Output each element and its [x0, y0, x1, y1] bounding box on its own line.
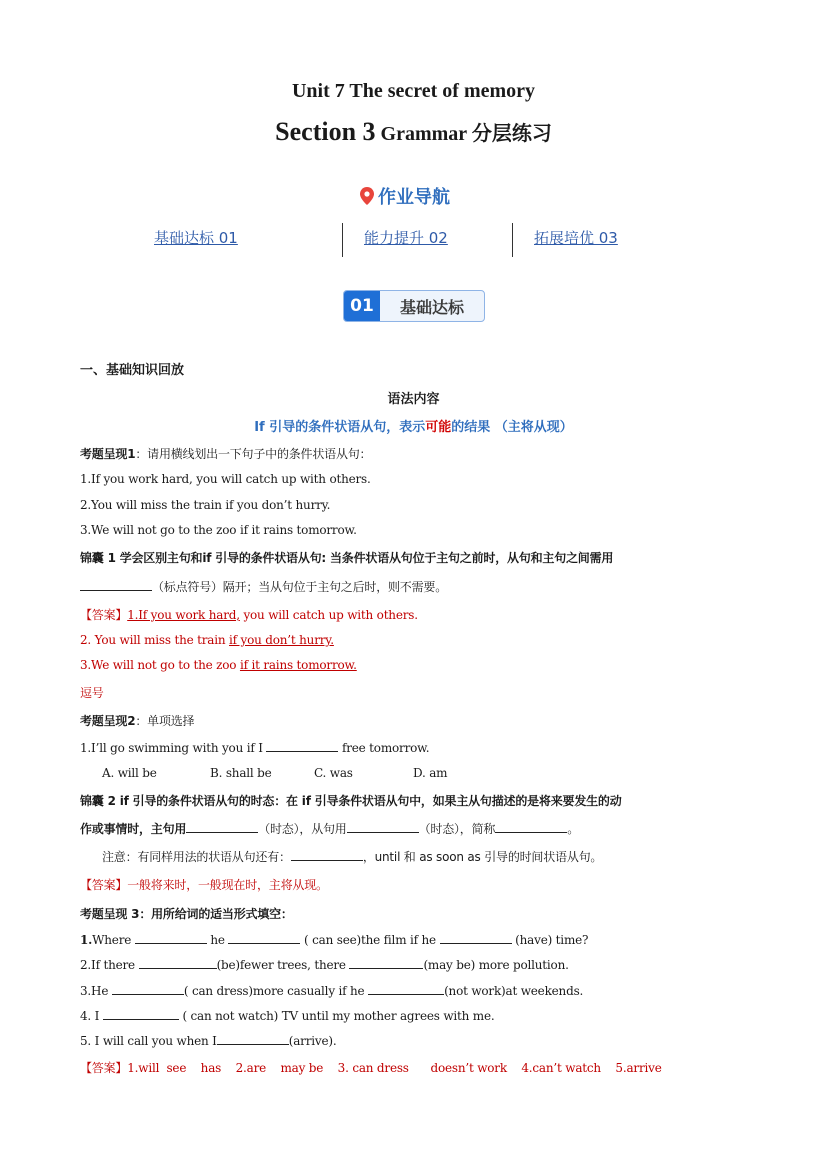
location-pin-icon — [360, 187, 374, 205]
nav-divider — [342, 223, 343, 257]
answer-blank — [217, 1033, 289, 1045]
section-badge — [343, 290, 485, 322]
answer-blank — [135, 932, 207, 944]
part-heading: 一、基础知识回放 — [80, 363, 185, 378]
answer-blank — [186, 821, 258, 833]
q3-item-5: 5. I will call you when I (arrive). — [80, 1034, 337, 1048]
nav-heading-text: 作业导航 — [378, 187, 450, 208]
q1-answer-3: 3.We will not go to the zoo if it rains tomorrow. — [80, 658, 357, 672]
nav-link-ability[interactable]: 能力提升 02 — [364, 229, 448, 247]
q1-sentence-1: 1.If you work hard, you will catch up with others. — [80, 472, 371, 486]
section-subtitle: Grammar 分层练习 — [375, 123, 552, 145]
tip-2-line-1: 锦囊 2 if 引导的条件状语从句的时态：在 if 引导条件状语从句中，如果主从句描述的是将来要发生的动 — [80, 794, 622, 808]
grammar-subheading — [0, 416, 827, 435]
tip-1-line-2: （标点符号）隔开；当从句位于主句之后时，则不需要。 — [80, 578, 447, 595]
nav-link-extension[interactable]: 拓展培优 03 — [534, 229, 618, 247]
q3-item-3: 3.He ( can dress)more casually if he (not work)at weekends. — [80, 984, 584, 998]
q3-item-1: 1.Where he ( can see)the film if he (have) time? — [80, 933, 589, 947]
q2-option-a: A. will be — [102, 766, 157, 780]
grammar-sub-a: If 引导的条件状语从句，表示 — [254, 420, 426, 435]
q1-answer-1: 【答案】1.If you work hard, you will catch up with others. — [80, 608, 418, 622]
answer-blank — [103, 1008, 179, 1020]
answer-blank — [368, 983, 444, 995]
badge-number: 01 — [344, 291, 380, 321]
q1-sentence-2: 2.You will miss the train if you don’t hurry. — [80, 498, 331, 512]
grammar-sub-highlight: 可能 — [425, 420, 452, 435]
answer-blank — [80, 579, 152, 591]
q2-option-b: B. shall be — [210, 766, 272, 780]
answer-blank — [440, 932, 512, 944]
q2-question: 1.I’ll go swimming with you if I free tomorrow. — [80, 741, 430, 755]
answer-blank — [266, 740, 338, 752]
answer-blank — [495, 821, 567, 833]
nav-divider — [512, 223, 513, 257]
section-title — [0, 117, 827, 147]
q1-sentence-3: 3.We will not go to the zoo if it rains tomorrow. — [80, 523, 357, 537]
answer-blank — [139, 957, 217, 969]
q2-option-c: C. was — [314, 766, 353, 780]
q3-item-4: 4. I ( can not watch) TV until my mother agrees with me. — [80, 1009, 495, 1023]
q2-option-d: D. am — [413, 766, 448, 780]
q2-label: 考题呈现2：单项选择 — [80, 714, 195, 728]
answer-blank — [228, 932, 300, 944]
badge-label: 基础达标 — [399, 297, 464, 317]
q1-answer-4: 逗号 — [80, 686, 104, 700]
answer-blank — [112, 983, 184, 995]
q1-answer-2: 2. You will miss the train if you don’t hurry. — [80, 633, 334, 647]
answer-blank — [349, 957, 423, 969]
q3-item-2: 2.If there (be)fewer trees, there (may be) more pollution. — [80, 958, 569, 972]
grammar-sub-b: 的结果 （主将从现） — [451, 420, 573, 435]
grammar-heading: 语法内容 — [387, 392, 440, 407]
unit-title: Unit 7 The secret of memory — [291, 80, 536, 102]
tip-2-line-2: 作或事情时，主句用 （时态），从句用 （时态），简称 。 — [80, 822, 580, 836]
tip-2-note: 注意：有同样用法的状语从句还有： ，until 和 as soon as 引导的时间状语从句。 — [102, 850, 603, 864]
tip-1-line-1: 锦囊 1 学会区别主句和if 引导的条件状语从句: 当条件状语从句位于主句之前时，从句和主句之间需用 — [80, 551, 614, 565]
q2-answer: 【答案】一般将来时，一般现在时，主将从现。 — [80, 878, 328, 892]
q3-label: 考题呈现 3：用所给词的适当形式填空： — [80, 907, 293, 921]
answer-blank — [347, 821, 419, 833]
q3-answer: 【答案】1.will see has 2.are may be 3. can dress doesn’t work 4.can’t watch 5.arrive — [80, 1061, 662, 1075]
nav-link-basic[interactable]: 基础达标 01 — [154, 229, 238, 247]
homework-nav-heading — [360, 182, 470, 210]
q1-label: 考题呈现1：请用横线划出一下句子中的条件状语从句： — [80, 447, 372, 461]
section-number: Section 3 — [275, 117, 376, 146]
answer-blank — [291, 849, 363, 861]
